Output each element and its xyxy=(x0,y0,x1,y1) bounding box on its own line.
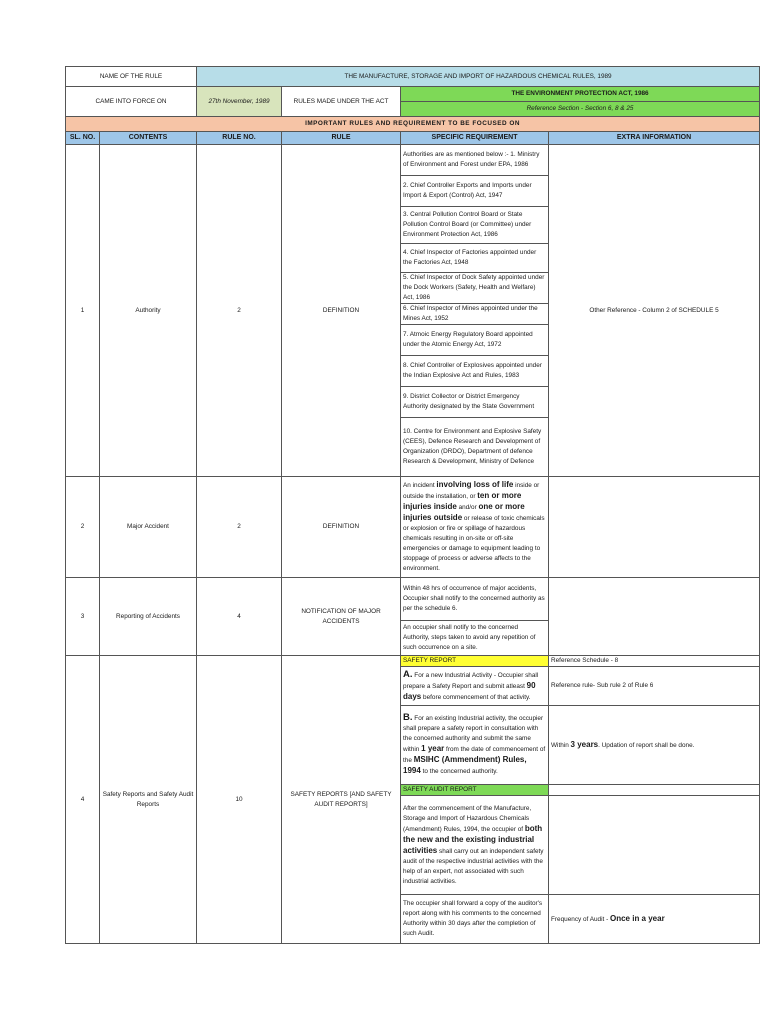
rule: SAFETY REPORTS [AND SAFETY AUDIT REPORTS] xyxy=(282,656,401,944)
col-rule: RULE xyxy=(282,132,401,145)
col-rule-no: RULE NO. xyxy=(197,132,282,145)
table-row xyxy=(66,578,760,621)
rule-no: 2 xyxy=(197,477,282,578)
extra-info: Other Reference - Column 2 of SCHEDULE 5 xyxy=(549,145,760,477)
requirement: B. For an existing Industrial activity, the occupier shall prepare a safety report in consultation with the concerned authority and submit the same within 1 year from the date of commencement of the MSIHC (Ammendment) Rules, 1994 to the concerned authority. xyxy=(401,706,549,785)
sl-no: 3 xyxy=(66,578,100,656)
requirement: 2. Chief Controller Exports and Imports under Import & Export (Control) Act, 1947 xyxy=(401,176,549,207)
rule-no: 2 xyxy=(197,145,282,477)
requirement: 9. District Collector or District Emergency Authority designated by the State Government xyxy=(401,387,549,418)
extra-info: Frequency of Audit - Once in a year xyxy=(549,895,760,944)
requirement: 5. Chief Inspector of Dock Safety appointed under the Dock Workers (Safety, Health and Welfare) Act, 1986 xyxy=(401,273,549,304)
requirement: 7. Atmoic Energy Regulatory Board appointed under the Atomic Energy Act, 1972 xyxy=(401,325,549,356)
rule-no: 10 xyxy=(197,656,282,944)
col-sl-no: SL. NO. xyxy=(66,132,100,145)
sl-no: 1 xyxy=(66,145,100,477)
requirement: 8. Chief Controller of Explosives appointed under the Indian Explosive Act and Rules, 1983 xyxy=(401,356,549,387)
requirement: Within 48 hrs of occurrence of major accidents, Occupier shall notify to the concerned authority as per the schedule 6. xyxy=(401,578,549,621)
rules-made-label: RULES MADE UNDER THE ACT xyxy=(282,87,401,117)
col-extra-information: EXTRA INFORMATION xyxy=(549,132,760,145)
rule-title: THE MANUFACTURE, STORAGE AND IMPORT OF HAZARDOUS CHEMICAL RULES, 1989 xyxy=(197,67,760,87)
extra-info-empty xyxy=(549,796,760,895)
act-name: THE ENVIRONMENT PROTECTION ACT, 1986 xyxy=(401,87,760,102)
requirement: The occupier shall forward a copy of the auditor's report along with his comments to the concerned Authority within 30 days after the completion of such Audit. xyxy=(401,895,549,944)
rules-table xyxy=(65,66,760,944)
col-contents: CONTENTS xyxy=(100,132,197,145)
contents: Safety Reports and Safety Audit Reports xyxy=(100,656,197,944)
extra-info-empty xyxy=(549,477,760,578)
requirement: Authorities are as mentioned below :- 1. Ministry of Environment and Forest under EPA, 1986 xyxy=(401,145,549,176)
rule: DEFINITION xyxy=(282,145,401,477)
table-row xyxy=(66,656,760,667)
extra-info-empty xyxy=(549,785,760,796)
title-row xyxy=(66,67,760,87)
rule: DEFINITION xyxy=(282,477,401,578)
force-row-1 xyxy=(66,87,760,102)
safety-report-label: SAFETY REPORT xyxy=(401,656,549,667)
safety-audit-label: SAFETY AUDIT REPORT xyxy=(401,785,549,796)
requirement: An incident involving loss of life inside or outside the installation, or ten or more injuries inside and/or one or more injuries outside or release of toxic chemicals or explosion or fire or spillage of hazardous chemicals resulting in on-site or off-site emergencies or damage to equipment leading to stoppage of process or adverse affects to the environment. xyxy=(401,477,549,578)
requirement: 4. Chief Inspector of Factories appointed under the Factories Act, 1948 xyxy=(401,244,549,273)
sl-no: 4 xyxy=(66,656,100,944)
contents: Authority xyxy=(100,145,197,477)
extra-info-empty xyxy=(549,578,760,656)
requirement: A. For a new Industrial Activity - Occupier shall prepare a Safety Report and submit atleast 90 days before commencement of that activity. xyxy=(401,667,549,706)
requirement: An occupier shall notify to the concerned Authority, steps taken to avoid any repetition of such occurrence on a site. xyxy=(401,621,549,656)
rule: NOTIFICATION OF MAJOR ACCIDENTS xyxy=(282,578,401,656)
col-specific-requirement: SPECIFIC REQUIREMENT xyxy=(401,132,549,145)
extra-info: Within 3 years. Updation of report shall be done. xyxy=(549,706,760,785)
column-header-row xyxy=(66,132,760,145)
requirement: 3. Central Pollution Control Board or State Pollution Control Board (or Committee) under Environment Protection Act, 1986 xyxy=(401,207,549,244)
came-into-force-label: CAME INTO FORCE ON xyxy=(66,87,197,117)
important-heading: IMPORTANT RULES AND REQUIREMENT TO BE FOCUSED ON xyxy=(66,117,760,132)
force-date: 27th November, 1989 xyxy=(197,87,282,117)
requirement: 6. Chief Inspector of Mines appointed under the Mines Act, 1952 xyxy=(401,304,549,325)
requirement: After the commencement of the Manufacture, Storage and Import of Hazardous Chemicals (Amendment) Rules, 1994, the occupier of both the new and the existing industrial activities shall carry out an independent safety audit of the respective industrial activities with the help of an expert, not associated with such industrial activities. xyxy=(401,796,549,895)
table-row xyxy=(66,145,760,176)
reference-section: Reference Section - Section 6, 8 & 25 xyxy=(401,102,760,117)
sl-no: 2 xyxy=(66,477,100,578)
requirement: 10. Centre for Environment and Explosive Safety (CEES), Defence Research and Development of Organization (DRDO), Department of defence Research & Development, Ministry of Defence xyxy=(401,418,549,477)
extra-info: Reference Schedule - 8 xyxy=(549,656,760,667)
extra-info: Reference rule- Sub rule 2 of Rule 6 xyxy=(549,667,760,706)
table-row xyxy=(66,477,760,578)
important-row xyxy=(66,117,760,132)
rule-no: 4 xyxy=(197,578,282,656)
contents: Reporting of Accidents xyxy=(100,578,197,656)
name-label: NAME OF THE RULE xyxy=(66,67,197,87)
contents: Major Accident xyxy=(100,477,197,578)
